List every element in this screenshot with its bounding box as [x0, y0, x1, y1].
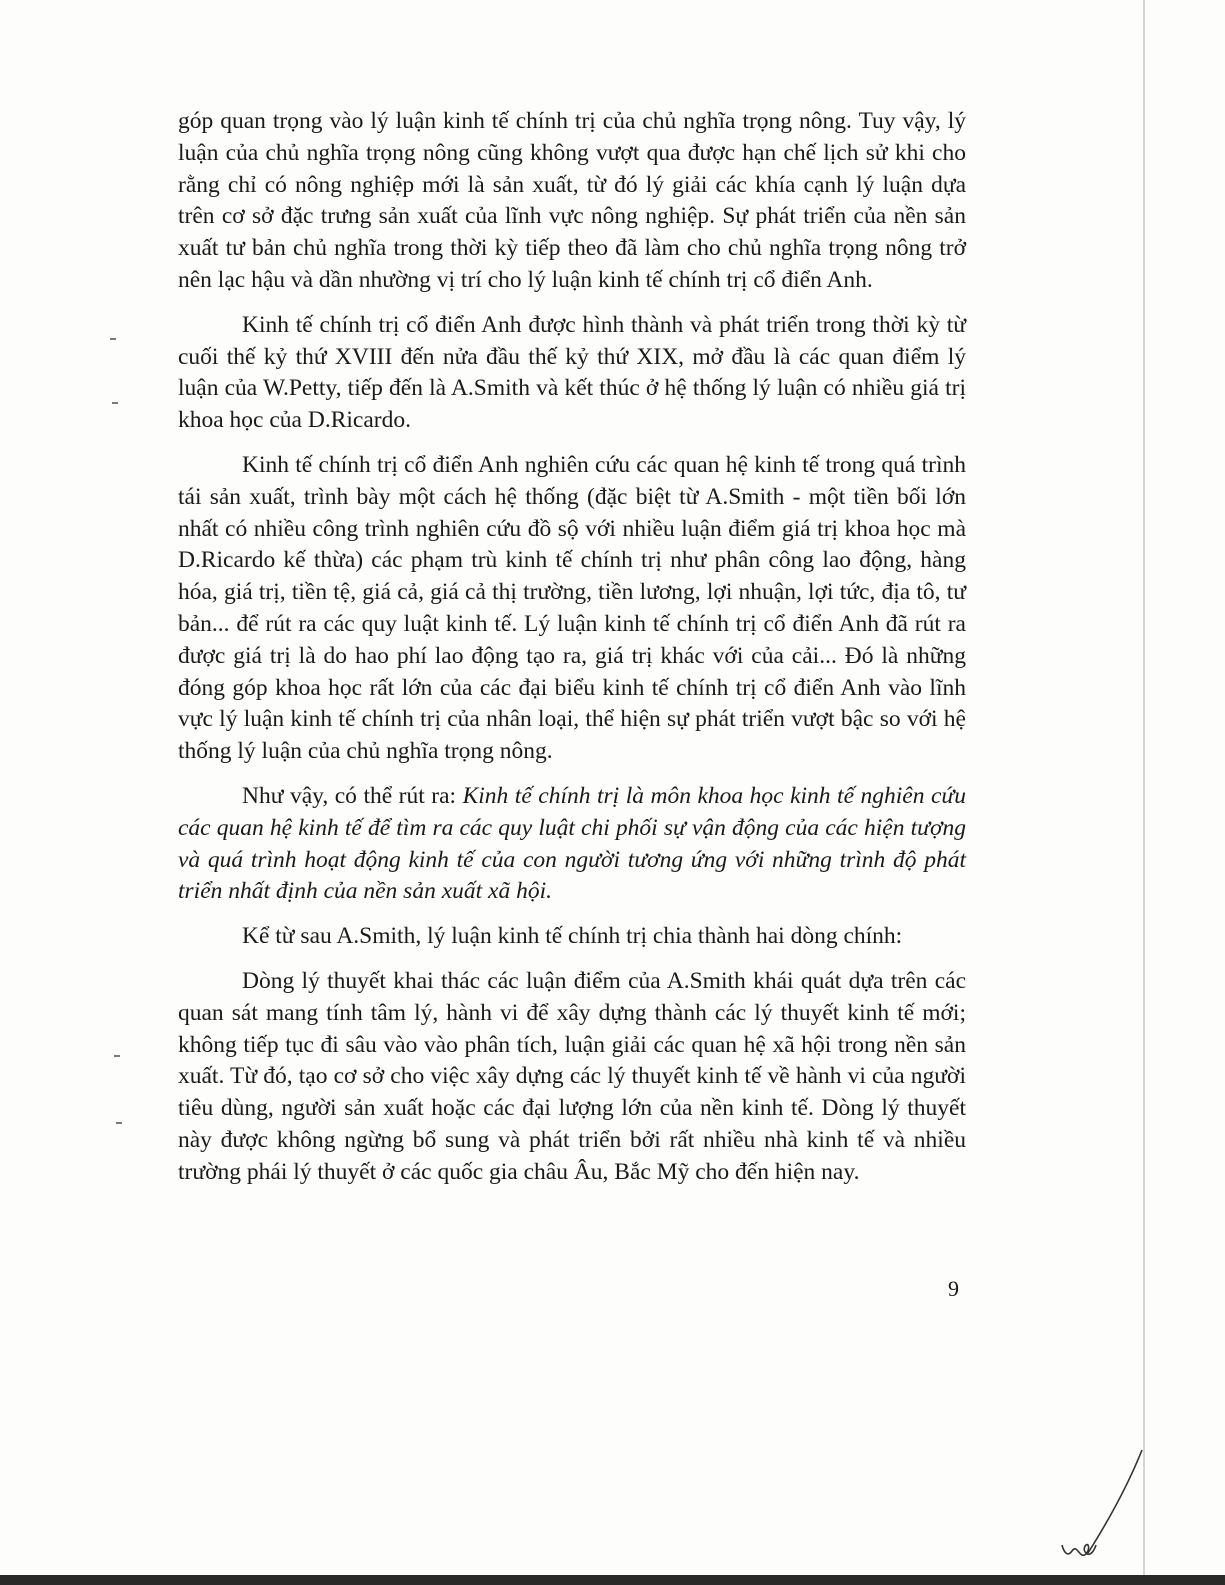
handwritten-initials-mark — [1050, 1445, 1150, 1570]
page-edge-shadow — [1143, 0, 1145, 1585]
paragraph-classical-english-origin: Kinh tế chính trị cổ điển Anh được hình thành và phát triển trong thời kỳ từ cuối thế kỷ thứ XVIII đến nửa đầu thế kỷ thứ XIX, mở đầu là các quan điểm lý luận của W.Petty, tiếp đến là A.Smith và kết thúc ở hệ thống lý luận có nhiều giá trị khoa học của D.Ricardo. — [178, 311, 966, 434]
paragraph-first-stream: Dòng lý thuyết khai thác các luận điểm của A.Smith khái quát dựa trên các quan sát mang tính tâm lý, hành vi để xây dựng thành các lý thuyết kinh tế mới; không tiếp tục đi sâu vào vào phân tích, luận giải các quan hệ xã hội trong nền sản xuất. Từ đó, tạo cơ sở cho việc xây dựng các lý thuyết kinh tế về hành vi của người tiêu dùng, người sản xuất hoặc các đại lượng lớn của nền kinh tế. Dòng lý thuyết này được không ngừng bổ sung và phát triển bởi rất nhiều nhà kinh tế và nhiều trường phái lý thuyết ở các quốc gia châu Âu, Bắc Mỹ cho đến hiện nay. — [178, 967, 966, 1185]
paragraph-two-streams: Kể từ sau A.Smith, lý luận kinh tế chính trị chia thành hai dòng chính: — [242, 923, 903, 950]
body-text — [178, 106, 966, 1202]
paragraph-continuation: góp quan trọng vào lý luận kinh tế chính trị của chủ nghĩa trọng nông. Tuy vậy, lý luận của chủ nghĩa trọng nông cũng không vượt qua được hạn chế lịch sử khi cho rằng chỉ có nông nghiệp mới là sản xuất, từ đó lý giải các khía cạnh lý luận dựa trên cơ sở đặc trưng sản xuất của lĩnh vực nông nghiệp. Sự phát triển của nền sản xuất tư bản chủ nghĩa trong thời kỳ tiếp theo đã làm cho chủ nghĩa trọng nông trở nên lạc hậu và dần nhường vị trí cho lý luận kinh tế chính trị cổ điển Anh. — [178, 108, 966, 293]
scan-bottom-border — [0, 1575, 1225, 1585]
margin-speck — [110, 338, 116, 340]
paragraph-classical-english-research: Kinh tế chính trị cổ điển Anh nghiên cứu các quan hệ kinh tế trong quá trình tái sản xuất, trình bày một cách hệ thống (đặc biệt từ A.Smith - một tiền bối lớn nhất có nhiều công trình nghiên cứu đồ sộ với nhiều luận điểm giá trị khoa học mà D.Ricardo kế thừa) các phạm trù kinh tế chính trị như phân công lao động, hàng hóa, giá trị, tiền tệ, giá cả, giá cả thị trường, tiền lương, lợi nhuận, lợi tức, địa tô, tư bản... để rút ra các quy luật kinh tế. Lý luận kinh tế chính trị cổ điển Anh đã rút ra được giá trị là do hao phí lao động tạo ra, giá trị khác với của cải... Đó là những đóng góp khoa học rất lớn của các đại biểu kinh tế chính trị cổ điển Anh vào lĩnh vực lý luận kinh tế chính trị của nhân loại, thể hiện sự phát triển vượt bậc so với hệ thống lý luận của chủ nghĩa trọng nông. — [178, 451, 966, 765]
page-number: 9 — [948, 1276, 959, 1301]
definition-lead: Như vậy, có thể rút ra: — [242, 782, 463, 809]
margin-speck — [116, 1122, 122, 1124]
margin-speck — [112, 402, 118, 404]
definition-italic: Kinh tế chính trị là môn khoa học kinh tế nghiên cứu các quan hệ kinh tế để tìm ra các quy luật chi phối sự vận động của các hiện tượng và quá trình hoạt động kinh tế của con người tương ứng với những trình độ phát triển nhất định của nền sản xuất xã hội. — [178, 782, 966, 905]
margin-speck — [114, 1055, 120, 1057]
paragraph-definition — [178, 781, 966, 908]
